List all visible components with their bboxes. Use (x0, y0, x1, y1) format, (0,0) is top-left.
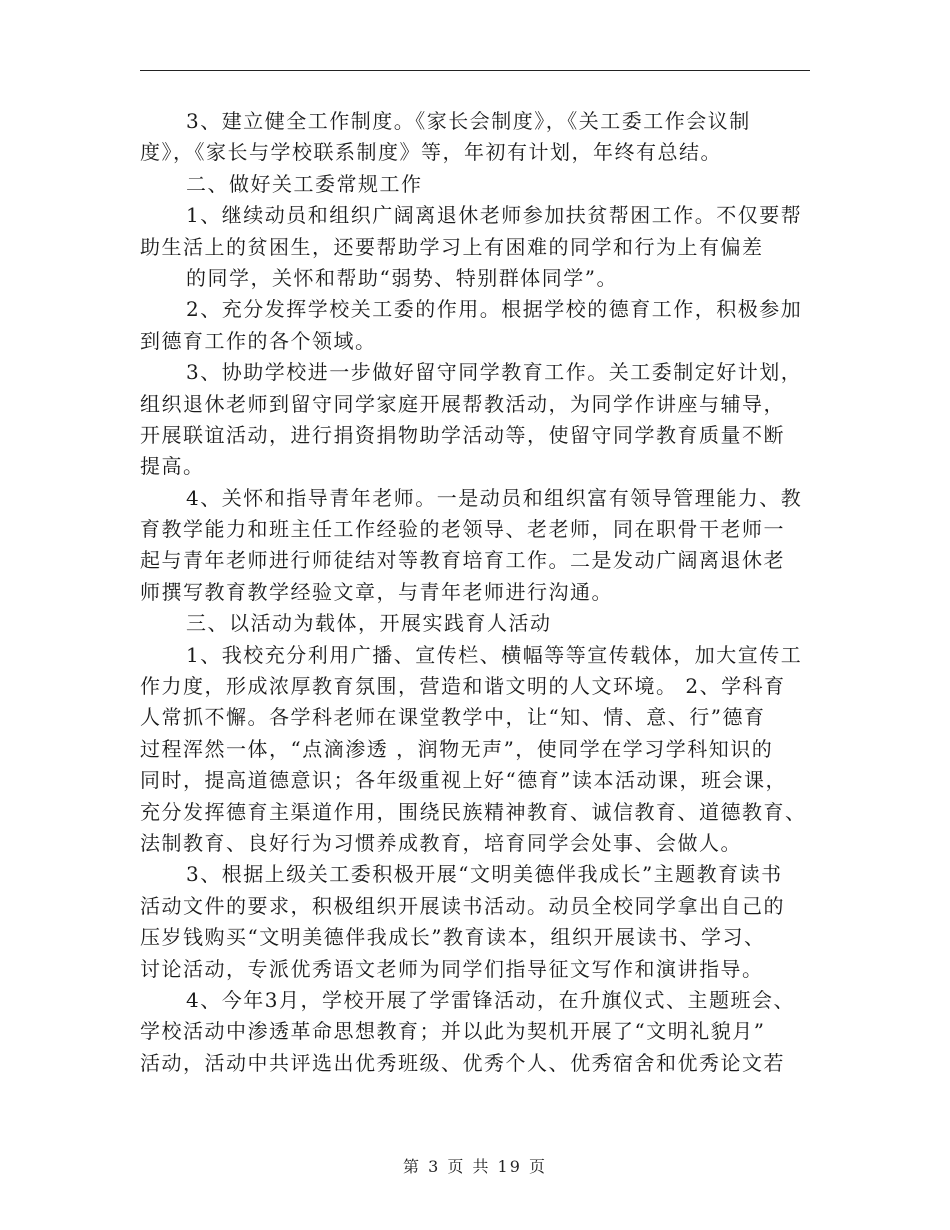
text-line: 3、建立健全工作制度。《家长会制度》，《关工委工作会议制 (186, 109, 751, 133)
text-line: 二、做好关工委常规工作 (186, 171, 423, 196)
text-line: 育教学能力和班主任工作经验的老领导、老老师，同在职骨干老师一 (140, 517, 785, 542)
text-line: 充分发挥德育主渠道作用，围绕民族精神教育、诚信教育、道德教育、 (140, 799, 807, 824)
text-line: 压岁钱购买“文明美德伴我成长”教育读本，组织开展读书、学习、 (140, 925, 766, 950)
text-line: 提高。 (140, 454, 205, 479)
text-line: 活动文件的要求，积极组织开展读书活动。动员全校同学拿出自己的 (140, 893, 785, 918)
text-line: 学校活动中渗透革命思想教育；并以此为契机开展了“文明礼貌月” (140, 1019, 766, 1044)
text-line: 3、协助学校进一步做好留守同学教育工作。关工委制定好计划， (186, 360, 803, 385)
text-line: 到德育工作的各个领域。 (140, 328, 377, 353)
document-body (140, 106, 810, 1079)
page-footer: 第 3 页 共 19 页 (403, 1157, 547, 1176)
text-line: 2、充分发挥学校关工委的作用。根据学校的德育工作，积极参加 (186, 297, 803, 322)
text-line: 1、继续动员和组织广阔离退休老师参加扶贫帮困工作。不仅要帮 (186, 203, 803, 228)
text-line: 组织退休老师到留守同学家庭开展帮教活动，为同学作讲座与辅导， (140, 391, 785, 416)
text-line: 助生活上的贫困生，还要帮助学习上有困难的同学和行为上有偏差 (140, 234, 764, 259)
header-rule (140, 70, 810, 71)
text-line: 的同学，关怀和帮助“弱势、特别群体同学”。 (186, 265, 618, 290)
text-line: 人常抓不懈。各学科老师在课堂教学中，让“知、情、意、行”德育 (140, 705, 766, 730)
text-line: 活动，活动中共评选出优秀班级、优秀个人、优秀宿舍和优秀论文若 (140, 1050, 785, 1075)
text-line: 师撰写教育教学经验文章，与青年老师进行沟通。 (140, 579, 613, 604)
text-line: 4、关怀和指导青年老师。一是动员和组织富有领导管理能力、教 (186, 485, 803, 510)
text-line: 起与青年老师进行师徒结对等教育培育工作。二是发动广阔离退休老 (140, 548, 785, 573)
text-line: 过程浑然一体，“点滴渗透 ，润物无声”，使同学在学习学科知识的 (140, 736, 774, 761)
text-line: 4、今年3月，学校开展了学雷锋活动，在升旗仪式、主题班会、 (186, 987, 795, 1012)
text-line: 度》，《家长与学校联系制度》等，年初有计划，年终有总结。 (140, 140, 722, 165)
text-line: 法制教育、良好行为习惯养成教育，培育同学会处事、会做人。 (140, 830, 742, 855)
text-line: 三、以活动为载体，开展实践育人活动 (186, 611, 552, 636)
text-line: 讨论活动，专派优秀语文老师为同学们指导征文写作和演讲指导。 (140, 956, 764, 981)
text-line: 作力度，形成浓厚教育氛围，营造和谐文明的人文环境。 2、学科育 (140, 674, 786, 699)
text-line: 3、根据上级关工委积极开展“文明美德伴我成长”主题教育读书 (186, 862, 783, 887)
text-line: 同时，提高道德意识；各年级重视上好“德育”读本活动课，班会课， (140, 768, 787, 793)
text-line: 开展联谊活动，进行捐资捐物助学活动等，使留守同学教育质量不断 (140, 422, 785, 447)
text-line: 1、我校充分利用广播、宣传栏、横幅等等宣传载体，加大宣传工 (186, 642, 803, 667)
